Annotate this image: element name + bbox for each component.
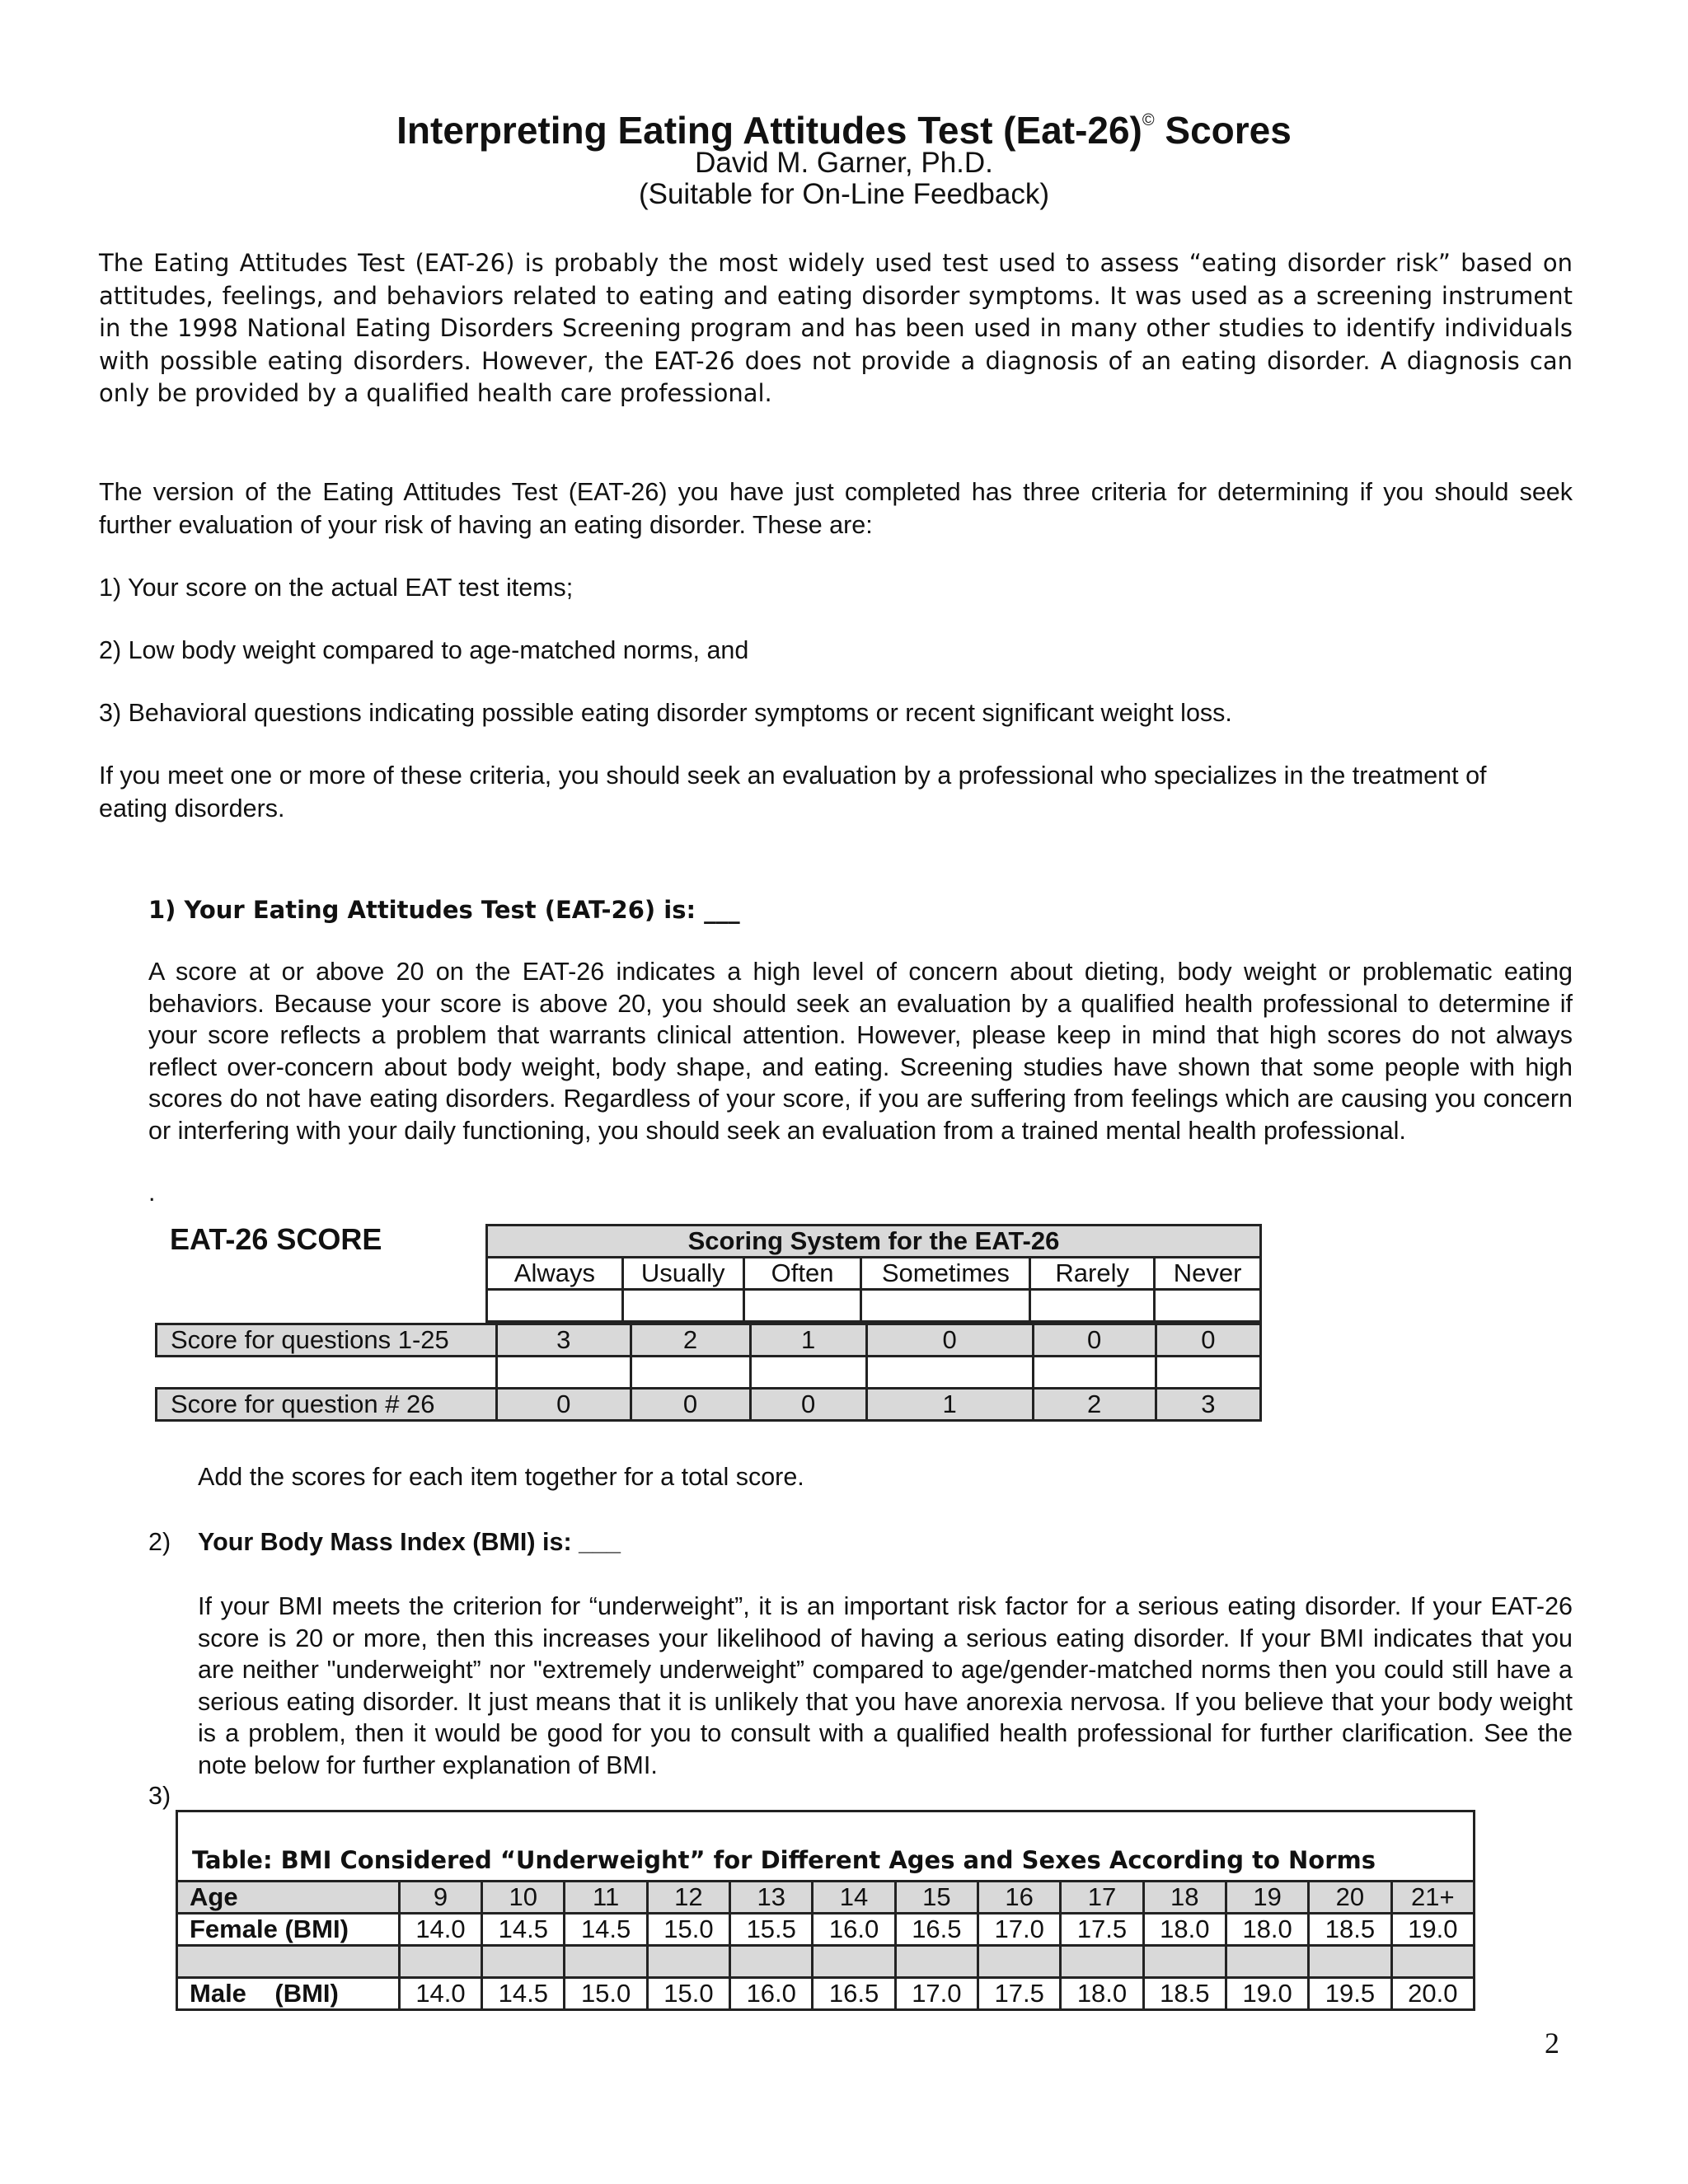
col-often: Often xyxy=(743,1258,861,1290)
col-usually: Usually xyxy=(622,1258,743,1290)
table-cell: 14.5 xyxy=(482,1978,565,2010)
table-cell: 9 xyxy=(399,1882,481,1914)
table-cell: 14.0 xyxy=(399,1914,481,1946)
table-cell: 20 xyxy=(1309,1882,1391,1914)
table-cell: 14.0 xyxy=(399,1978,481,2010)
table-cell xyxy=(482,1946,565,1978)
author: David M. Garner, Ph.D. xyxy=(695,147,993,179)
table-cell xyxy=(1391,1946,1474,1978)
bmi-table-title: Table: BMI Considered “Underweight” for Different Ages and Sexes According to Norms xyxy=(192,1846,1376,1874)
table-cell: 19.0 xyxy=(1391,1914,1474,1946)
table-cell: 16.5 xyxy=(813,1978,895,2010)
table-cell xyxy=(1143,1946,1226,1978)
intro-paragraph-3: If you meet one or more of these criteria, you should seek an evaluation by a professional who specializes in the treatment of eating disorders. xyxy=(99,762,1487,823)
col-never: Never xyxy=(1155,1258,1261,1290)
table-cell: 16.0 xyxy=(813,1914,895,1946)
table-cell: 18.0 xyxy=(1143,1914,1226,1946)
table-cell: 18.5 xyxy=(1309,1914,1391,1946)
table-row xyxy=(157,1357,1261,1389)
table-cell xyxy=(647,1946,729,1978)
table-cell: 21+ xyxy=(1391,1882,1474,1914)
section-1-heading: 1) Your Eating Attitudes Test (EAT-26) is: ___ xyxy=(148,896,740,924)
scoring-system-header: Scoring System for the EAT-26 xyxy=(487,1226,1261,1258)
subtitle: (Suitable for On-Line Feedback) xyxy=(638,178,1050,210)
table-cell xyxy=(399,1946,481,1978)
col-sometimes: Sometimes xyxy=(861,1258,1030,1290)
table-cell: 17.5 xyxy=(1061,1914,1143,1946)
table-cell: 16.5 xyxy=(895,1914,978,1946)
table-cell: 15 xyxy=(895,1882,978,1914)
table-cell: 20.0 xyxy=(1391,1978,1474,2010)
table-cell: 17 xyxy=(1061,1882,1143,1914)
section-2-number: 2) xyxy=(148,1528,171,1556)
table-row: Score for questions 1-25 3 2 1 0 0 0 xyxy=(157,1324,1261,1357)
table-cell: 16.0 xyxy=(730,1978,813,2010)
table-cell: 12 xyxy=(647,1882,729,1914)
table-cell: 19.0 xyxy=(1226,1978,1308,2010)
bmi-table xyxy=(176,1880,1475,2011)
table-cell: 13 xyxy=(730,1882,813,1914)
table-cell xyxy=(813,1946,895,1978)
section-1-body: A score at or above 20 on the EAT-26 indicates a high level of concern about dieting, body weight or problematic eating behaviors. Because your score is above 20, you should seek an evaluation by a qualified health professional to determine if your score reflects a problem that warrants clinical attention. However, please keep in mind that high scores do not always reflect over-concern about body weight, body shape, and eating. Screening studies have shown that some people with high scores do not have eating disorders. Regardless of your score, if you are suffering from feelings which are causing you concern or interfering with your daily functioning, you should seek an evaluation from a trained mental health professional. xyxy=(148,958,1573,1145)
table-cell: 14.5 xyxy=(565,1914,647,1946)
table-cell xyxy=(1226,1946,1308,1978)
copyright-symbol: © xyxy=(1142,111,1155,129)
scoring-header-table xyxy=(485,1224,1262,1323)
criterion-1: 1) Your score on the actual EAT test items; xyxy=(99,574,574,602)
table-cell: 15.0 xyxy=(565,1978,647,2010)
section-2-heading: Your Body Mass Index (BMI) is: ___ xyxy=(198,1528,621,1556)
table-row: Age 9 10 11 12 13 14 15 16 17 18 19 20 21+ xyxy=(177,1882,1475,1914)
table-row xyxy=(177,1946,1475,1978)
section-3-number: 3) xyxy=(148,1782,171,1810)
intro-paragraph-1: The Eating Attitudes Test (EAT-26) is probably the most widely used test used to assess “eating disorder risk” based on attitudes, feelings, and behaviors related to eating and eating disorder symptoms. It was used as a screening instrument in the 1998 National Eating Disorders Screening program and has been used in many other studies to identify individuals with possible eating disorders. However, the EAT-26 does not provide a diagnosis of an eating disorder. A diagnosis can only be provided by a qualified health care professional. xyxy=(99,249,1573,407)
page-title: Interpreting Eating Attitudes Test (Eat-26)© Scores xyxy=(396,109,1292,152)
table-cell xyxy=(1061,1946,1143,1978)
table-cell: 11 xyxy=(565,1882,647,1914)
table-cell: 17.5 xyxy=(978,1978,1061,2010)
col-rarely: Rarely xyxy=(1030,1258,1155,1290)
section-2-body: If your BMI meets the criterion for “underweight”, it is an important risk factor for a serious eating disorder. If your EAT-26 score is 20 or more, then this increases your likelihood of having a serious eating disorder. If your BMI indicates that you are neither "underweight” nor "extremely underweight” compared to age/gender-matched norms then you could still have a serious eating disorder. It just means that it is unlikely that you have anorexia nervosa. If you believe that your body weight is a problem, then it would be good for you to consult with a qualified health professional for further clarification. See the note below for further explanation of BMI. xyxy=(198,1592,1573,1779)
table-row: Score for question # 26 0 0 0 1 2 3 xyxy=(157,1389,1261,1421)
eat26-score-label: EAT-26 SCORE xyxy=(170,1222,382,1256)
table-cell: 14.5 xyxy=(482,1914,565,1946)
page-number: 2 xyxy=(1545,2027,1559,2060)
table-cell: 17.0 xyxy=(895,1978,978,2010)
table-cell: 15.5 xyxy=(730,1914,813,1946)
table-row: Female (BMI) 14.0 14.5 14.5 15.0 15.5 16.0 16.5 17.0 17.5 18.0 18.0 18.5 19.0 xyxy=(177,1914,1475,1946)
table-cell: 10 xyxy=(482,1882,565,1914)
col-always: Always xyxy=(487,1258,623,1290)
table-cell: 18 xyxy=(1143,1882,1226,1914)
table-cell: 17.0 xyxy=(978,1914,1061,1946)
table-cell xyxy=(730,1946,813,1978)
table-cell: 18.0 xyxy=(1226,1914,1308,1946)
table-cell: 18.5 xyxy=(1143,1978,1226,2010)
table-cell: 15.0 xyxy=(647,1914,729,1946)
table-row: Male (BMI) 14.0 14.5 15.0 15.0 16.0 16.5 17.0 17.5 18.0 18.5 19.0 19.5 20.0 xyxy=(177,1978,1475,2010)
table-cell: 18.0 xyxy=(1061,1978,1143,2010)
scoring-values-table xyxy=(155,1323,1262,1422)
criterion-3: 3) Behavioral questions indicating possible eating disorder symptoms or recent significant weight loss. xyxy=(99,699,1232,727)
stray-dot: . xyxy=(148,1179,156,1207)
table-cell: 16 xyxy=(978,1882,1061,1914)
table-cell xyxy=(1309,1946,1391,1978)
intro-paragraph-2: The version of the Eating Attitudes Test (EAT-26) you have just completed has three criteria for determining if you should seek further evaluation of your risk of having an eating disorder. These are: xyxy=(99,478,1573,539)
table-cell xyxy=(895,1946,978,1978)
table-cell xyxy=(978,1946,1061,1978)
table-cell: 19.5 xyxy=(1309,1978,1391,2010)
criterion-2: 2) Low body weight compared to age-matched norms, and xyxy=(99,636,749,664)
table-cell: 14 xyxy=(813,1882,895,1914)
table-cell xyxy=(565,1946,647,1978)
table-cell: 15.0 xyxy=(647,1978,729,2010)
table-cell: 19 xyxy=(1226,1882,1308,1914)
score-total-note: Add the scores for each item together for a total score. xyxy=(198,1463,804,1491)
